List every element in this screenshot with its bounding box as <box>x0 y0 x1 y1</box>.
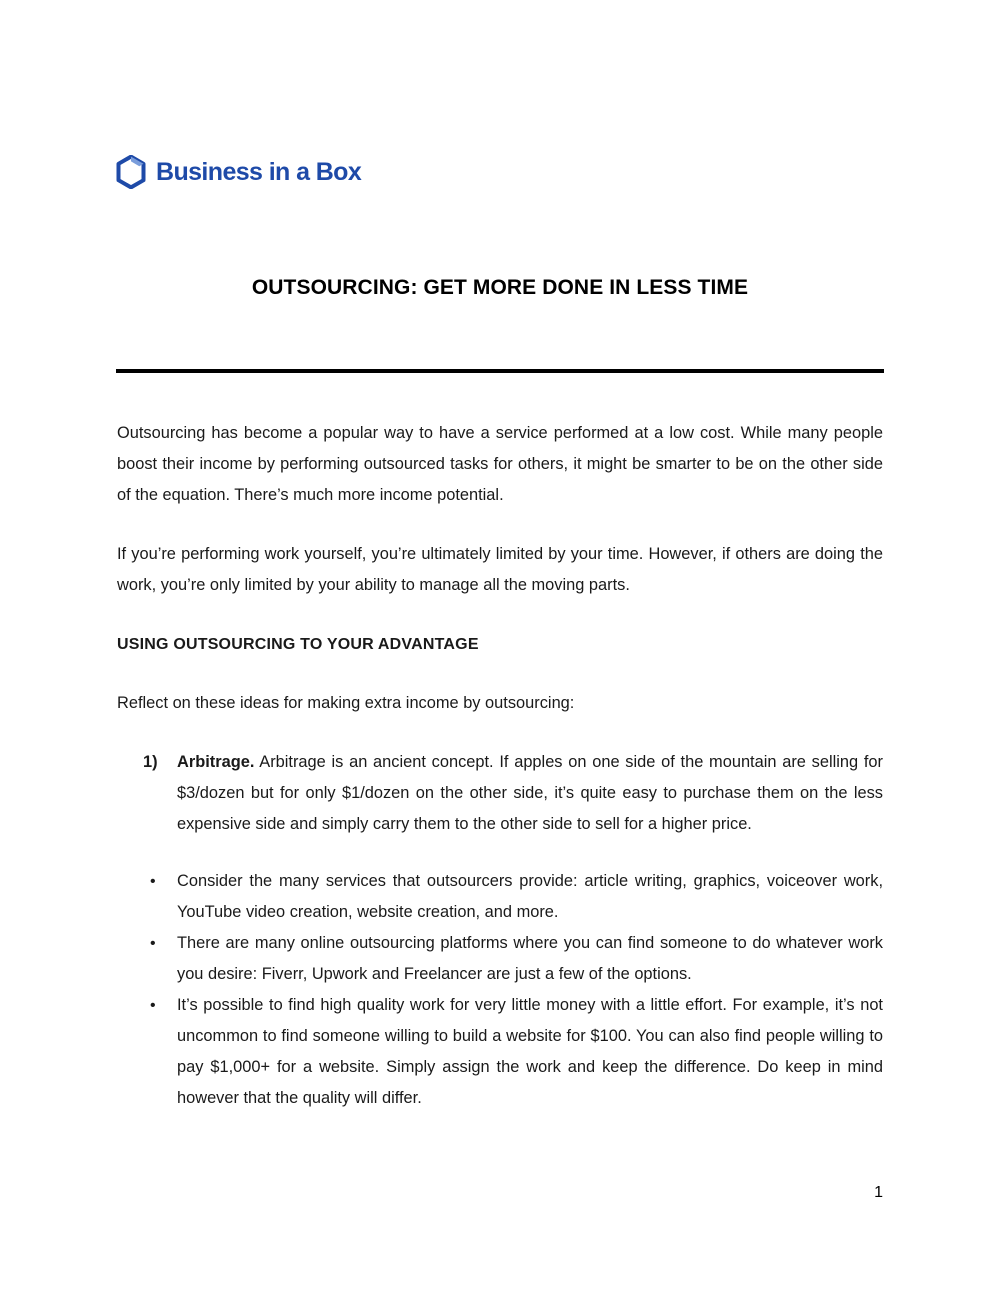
list-item-text: Arbitrage is an ancient concept. If apples on one side of the mountain are selling for $3/dozen but for only $1/dozen on the other side, it’s quite easy to purchase them on the less expensive side and simply carry them to the other side to sell for a higher price. <box>177 753 883 833</box>
page-number: 1 <box>874 1184 883 1201</box>
list-item-text: Consider the many services that outsourcers provide: article writing, graphics, voiceover work, YouTube video creation, website creation, and more. <box>177 872 883 921</box>
bullet-icon: • <box>150 935 156 952</box>
hexagon-logo-icon <box>116 155 146 189</box>
brand-logo <box>116 155 361 189</box>
list-intro-line: Reflect on these ideas for making extra income by outsourcing: <box>117 694 575 712</box>
list-item-text: There are many online outsourcing platforms where you can find someone to do whatever work you desire: Fiverr, Upwork and Freelancer are just a few of the options. <box>177 934 883 983</box>
list-item-text: It’s possible to find high quality work for very little money with a little effort. For example, it’s not uncommon to find someone willing to build a website for $100. You can also find people willing to pay $1,000+ for a website. Simply assign the work and keep the difference. Do keep in mind however that the quality will differ. <box>177 996 883 1107</box>
bullet-icon: • <box>150 997 156 1014</box>
bullet-icon: • <box>150 873 156 890</box>
paragraph-2: If you’re performing work yourself, you’re ultimately limited by your time. However, if others are doing the work, you’re only limited by your ability to manage all the moving parts. <box>117 545 883 594</box>
bullet-list <box>117 866 883 1114</box>
section-heading: USING OUTSOURCING TO YOUR ADVANTAGE <box>117 636 479 653</box>
brand-name: Business in a Box <box>156 157 362 186</box>
list-item <box>117 866 883 928</box>
list-item <box>117 928 883 990</box>
title-divider <box>116 369 884 373</box>
list-item <box>117 990 883 1114</box>
list-marker: 1) <box>143 753 158 771</box>
document-body <box>117 418 883 1114</box>
list-item <box>117 747 883 840</box>
paragraph-1: Outsourcing has become a popular way to have a service performed at a low cost. While many people boost their income by performing outsourced tasks for others, it might be smarter to be on the other side of the equation. There’s much more income potential. <box>117 424 883 504</box>
page-title: OUTSOURCING: GET MORE DONE IN LESS TIME <box>251 276 749 299</box>
list-item-lead-in: Arbitrage. <box>177 753 255 771</box>
numbered-list <box>117 747 883 840</box>
